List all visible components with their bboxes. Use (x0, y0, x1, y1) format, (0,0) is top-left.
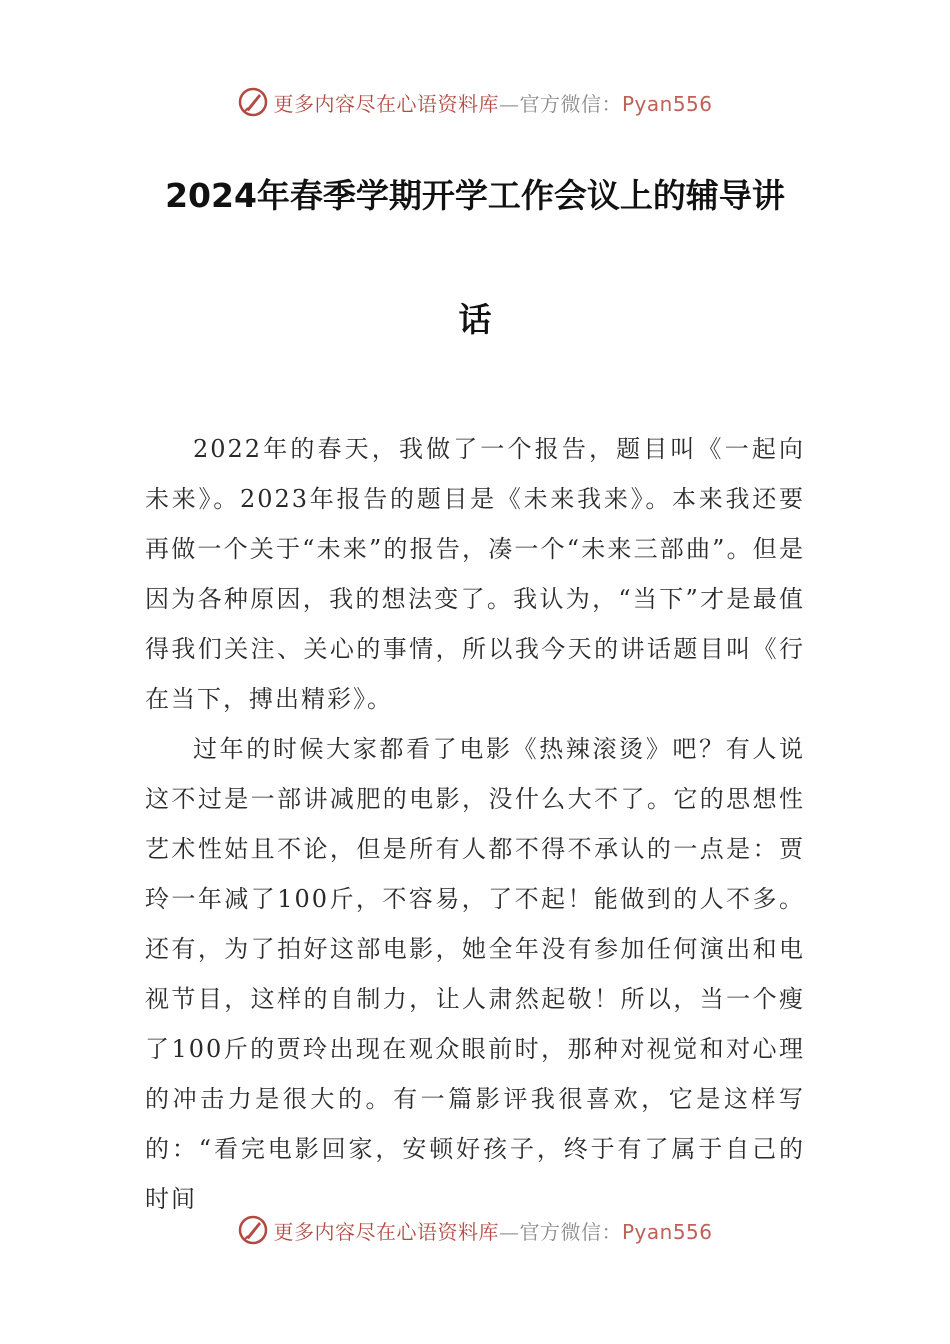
watermark-wechat-id: Pyan556 (621, 1219, 713, 1244)
watermark-header (0, 82, 950, 122)
quill-logo-icon (237, 1214, 269, 1246)
watermark-text (273, 1216, 712, 1245)
paragraph: 过年的时候大家都看了电影《热辣滚烫》吧？有人说这不过是一部讲减肥的电影，没什么大不了。它的思想性艺术性姑且不论，但是所有人都不得不承认的一点是：贾玲一年减了100斤，不容易，了不起！能做到的人不多。还有，为了拍好这部电影，她全年没有参加任何演出和电视节目，这样的自制力，让人肃然起敬！所以，当一个瘦了100斤的贾玲出现在观众眼前时，那种对视觉和对心理的冲击力是很大的。有一篇影评我很喜欢，它是这样写的：“看完电影回家，安顿好孩子，终于有了属于自己的时间 (145, 735, 805, 1213)
document-title-line1: 2024年春季学期开学工作会议上的辅导讲 (165, 176, 785, 215)
document-body (145, 424, 805, 1224)
watermark-footer (0, 1210, 950, 1250)
watermark-dash: — (498, 1219, 520, 1244)
watermark-text (273, 88, 712, 117)
paragraph: 2022年的春天，我做了一个报告，题目叫《一起向未来》。2023年报告的题目是《未来我来》。本来我还要再做一个关于“未来”的报告，凑一个“未来三部曲”。但是因为各种原因，我的想法变了。我认为，“当下”才是最值得我们关注、关心的事情，所以我今天的讲话题目叫《行在当下，搏出精彩》。 (145, 435, 805, 713)
watermark-wechat-label: 官方微信： (519, 1219, 622, 1244)
watermark-wechat-id: Pyan556 (621, 91, 713, 116)
watermark-wechat-label: 官方微信： (519, 91, 622, 116)
document-title-line2: 话 (458, 300, 492, 339)
quill-logo-icon (237, 86, 269, 118)
watermark-dash: — (498, 91, 520, 116)
watermark-brand: 更多内容尽在心语资料库 (273, 1219, 499, 1244)
watermark-brand: 更多内容尽在心语资料库 (273, 91, 499, 116)
